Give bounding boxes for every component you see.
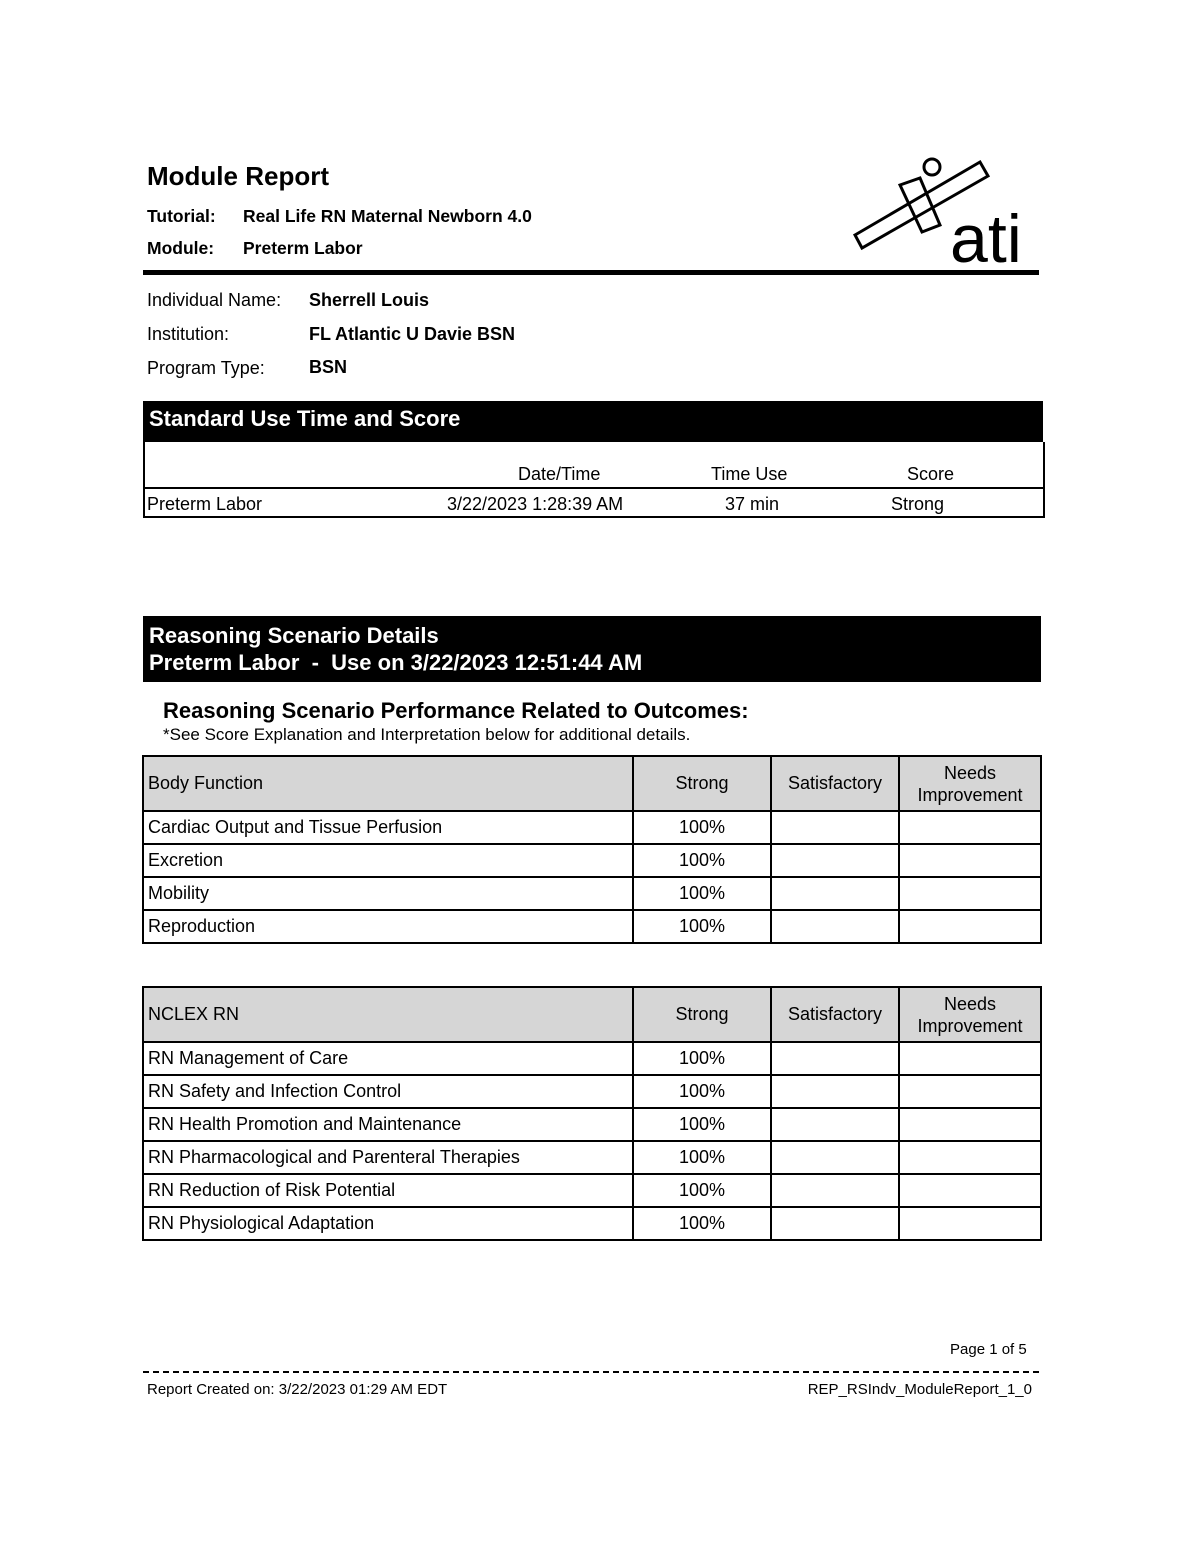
standard-divider [143,487,1043,489]
row-name: RN Safety and Infection Control [143,1075,633,1108]
row-needs [899,1108,1041,1141]
performance-title: Reasoning Scenario Performance Related to Outcomes: [163,698,749,723]
standard-row-score: Strong [891,494,945,514]
row-satisfactory [771,844,899,877]
table-row [143,877,1041,910]
col-score: Score [907,464,955,484]
module-value: Preterm Labor [243,238,363,258]
row-satisfactory [771,910,899,943]
row-satisfactory [771,1042,899,1075]
row-strong: 100% [633,1108,771,1141]
row-strong: 100% [633,1207,771,1240]
table-row [143,1141,1041,1174]
row-satisfactory [771,1108,899,1141]
page-number: Page 1 of 5 [950,1341,1027,1358]
scenario-title-line2: Preterm Labor - Use on 3/22/2023 12:51:44 AM [149,650,643,675]
row-needs [899,844,1041,877]
tutorial-label: Tutorial: [147,206,216,226]
row-needs [899,910,1041,943]
table-header-row [143,756,1041,811]
name-value: Sherrell Louis [309,290,430,310]
row-satisfactory [771,1141,899,1174]
header-needs-improvement [899,756,1041,811]
row-satisfactory [771,877,899,910]
page-title: Module Report [147,161,329,191]
table-row [143,1207,1041,1240]
name-label: Individual Name: [147,290,282,310]
header-rule [143,270,1039,275]
row-needs [899,1042,1041,1075]
row-strong: 100% [633,910,771,943]
col-time-use: Time Use [711,464,788,484]
row-satisfactory [771,1174,899,1207]
table-row [143,844,1041,877]
program-label: Program Type: [147,358,265,378]
scenario-section-title [143,616,1041,682]
row-name: RN Reduction of Risk Potential [143,1174,633,1207]
institution-label: Institution: [147,324,230,344]
row-needs [899,877,1041,910]
standard-section-title: Standard Use Time and Score [143,401,1043,442]
header-needs-improvement [899,987,1041,1042]
logo-wordmark: ati [950,201,1022,270]
header-strong: Strong [633,987,771,1042]
row-name: Mobility [143,877,633,910]
row-strong: 100% [633,844,771,877]
row-needs [899,1207,1041,1240]
row-strong: 100% [633,1174,771,1207]
row-needs [899,811,1041,844]
header-needs-line2: Improvement [917,1015,1023,1036]
header-body-function: Body Function [143,756,633,811]
standard-row-time-use: 37 min [725,494,780,514]
header-strong: Strong [633,756,771,811]
row-strong: 100% [633,1141,771,1174]
scenario-title-line1: Reasoning Scenario Details [149,623,439,648]
ati-logo [850,150,1040,270]
logo-head-icon [924,159,940,175]
standard-row-name: Preterm Labor [147,494,263,514]
report-created: Report Created on: 3/22/2023 01:29 AM EDT [147,1381,448,1398]
row-name: RN Health Promotion and Maintenance [143,1108,633,1141]
table-row [143,811,1041,844]
report-id: REP_RSIndv_ModuleReport_1_0 [807,1381,1032,1398]
header-needs-line1: Needs [943,993,997,1014]
table-row [143,1108,1041,1141]
program-value: BSN [309,357,348,377]
row-strong: 100% [633,811,771,844]
row-strong: 100% [633,877,771,910]
row-name: Reproduction [143,910,633,943]
standard-bottom-rule [143,516,1043,518]
table-header-row [143,987,1041,1042]
row-name: Cardiac Output and Tissue Perfusion [143,811,633,844]
row-satisfactory [771,1075,899,1108]
footer-divider [143,1371,1039,1373]
row-name: RN Pharmacological and Parenteral Therapies [143,1141,633,1174]
row-satisfactory [771,811,899,844]
table-row [143,1075,1041,1108]
row-strong: 100% [633,1042,771,1075]
institution-value: FL Atlantic U Davie BSN [309,324,516,344]
header-satisfactory: Satisfactory [771,756,899,811]
col-datetime: Date/Time [518,464,601,484]
table-row [143,910,1041,943]
table-row [143,1174,1041,1207]
module-label: Module: [147,238,215,258]
tutorial-value: Real Life RN Maternal Newborn 4.0 [243,206,532,226]
row-satisfactory [771,1207,899,1240]
row-name: RN Physiological Adaptation [143,1207,633,1240]
table-row [143,1042,1041,1075]
row-needs [899,1174,1041,1207]
row-strong: 100% [633,1075,771,1108]
header-nclex: NCLEX RN [143,987,633,1042]
standard-row-datetime: 3/22/2023 1:28:39 AM [447,494,624,514]
body-function-table [142,755,1042,944]
nclex-table [142,986,1042,1241]
row-name: RN Management of Care [143,1042,633,1075]
header-needs-line2: Improvement [917,784,1023,805]
performance-note: *See Score Explanation and Interpretation below for additional details. [163,725,691,744]
row-needs [899,1075,1041,1108]
header-satisfactory: Satisfactory [771,987,899,1042]
row-needs [899,1141,1041,1174]
row-name: Excretion [143,844,633,877]
header-needs-line1: Needs [943,762,997,783]
